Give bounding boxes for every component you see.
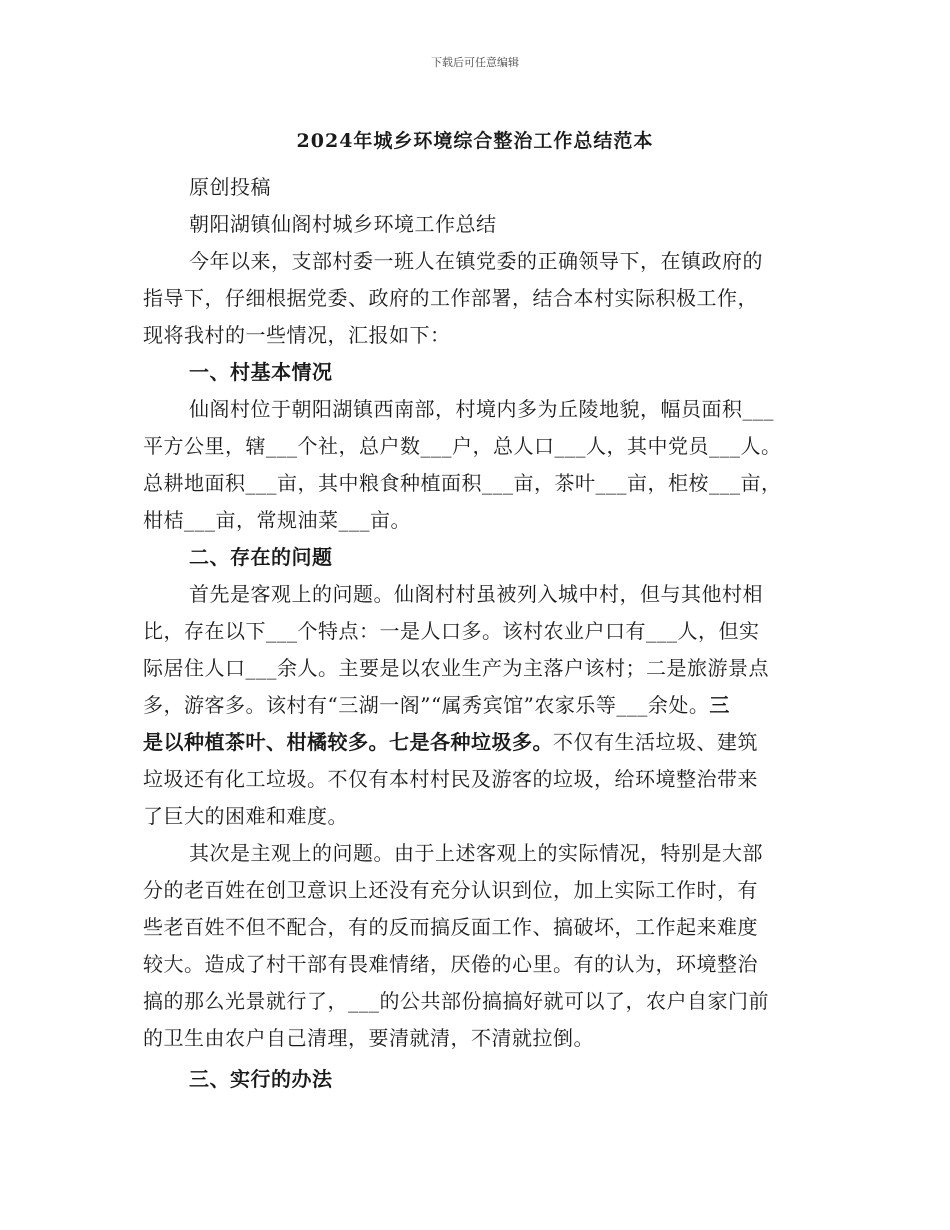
bold-text-run: 三	[709, 693, 730, 717]
document-title: 2024年城乡环境综合整治工作总结范本	[296, 130, 654, 152]
text-line: 现将我村的一些情况，汇报如下：	[143, 323, 451, 347]
text-run: 多，游客多。该村有“三湖一阁”“属秀宾馆”农家乐等___余处。	[143, 693, 710, 717]
text-line: 些老百姓不但不配合，有的反而搞反面工作、搞破坏，工作起来难度	[143, 915, 758, 939]
text-line	[143, 727, 758, 757]
text-line: 的卫生由农户自己清理，要清就清，不清就拉倒。	[143, 1026, 594, 1050]
section-heading: 三、实行的办法	[189, 1067, 333, 1091]
section-heading: 二、存在的问题	[189, 545, 333, 569]
text-line: 朝阳湖镇仙阁村城乡环境工作总结	[189, 212, 497, 236]
bold-text-run: 是以种植茶叶、柑橘较多。七是各种垃圾多。	[143, 730, 553, 754]
text-line: 首先是客观上的问题。仙阁村村虽被列入城中村，但与其他村相	[189, 582, 763, 606]
text-line: 分的老百姓在创卫意识上还没有充分认识到位，加上实际工作时，有	[143, 878, 758, 902]
text-line: 其次是主观上的问题。由于上述客观上的实际情况，特别是大部	[189, 841, 763, 865]
text-line: 柑桔___亩，常规油菜___亩。	[143, 508, 411, 532]
text-line: 搞的那么光景就行了，___的公共部份搞搞好就可以了，农户自家门前	[143, 989, 769, 1013]
text-line: 垃圾还有化工垃圾。不仅有本村村民及游客的垃圾，给环境整治带来	[143, 767, 758, 791]
page-header-note: 下载后可任意编辑	[431, 56, 519, 69]
section-heading: 一、村基本情况	[189, 360, 333, 384]
text-run: 不仅有生活垃圾、建筑	[553, 730, 758, 754]
text-line: 际居住人口___余人。主要是以农业生产为主落户该村；二是旅游景点	[143, 656, 769, 680]
text-line: 指导下，仔细根据党委、政府的工作部署，结合本村实际积极工作，	[143, 286, 758, 310]
text-line: 比，存在以下___个特点：一是人口多。该村农业户口有___人，但实	[143, 619, 760, 643]
text-line: 总耕地面积___亩，其中粮食种植面积___亩，茶叶___亩，柜桉___亩，	[143, 471, 782, 495]
text-line: 了巨大的困难和难度。	[143, 804, 348, 828]
text-line: 平方公里，辖___个社，总户数___户，总人口___人，其中党员___人。	[143, 434, 782, 458]
text-line: 较大。造成了村干部有畏难情绪，厌倦的心里。有的认为，环境整治	[143, 952, 758, 976]
text-line: 仙阁村位于朝阳湖镇西南部，村境内多为丘陵地貌，幅员面积___	[189, 397, 774, 421]
text-line: 今年以来，支部村委一班人在镇党委的正确领导下，在镇政府的	[189, 249, 763, 273]
text-line: 原创投稿	[189, 175, 271, 199]
text-line	[143, 690, 730, 720]
